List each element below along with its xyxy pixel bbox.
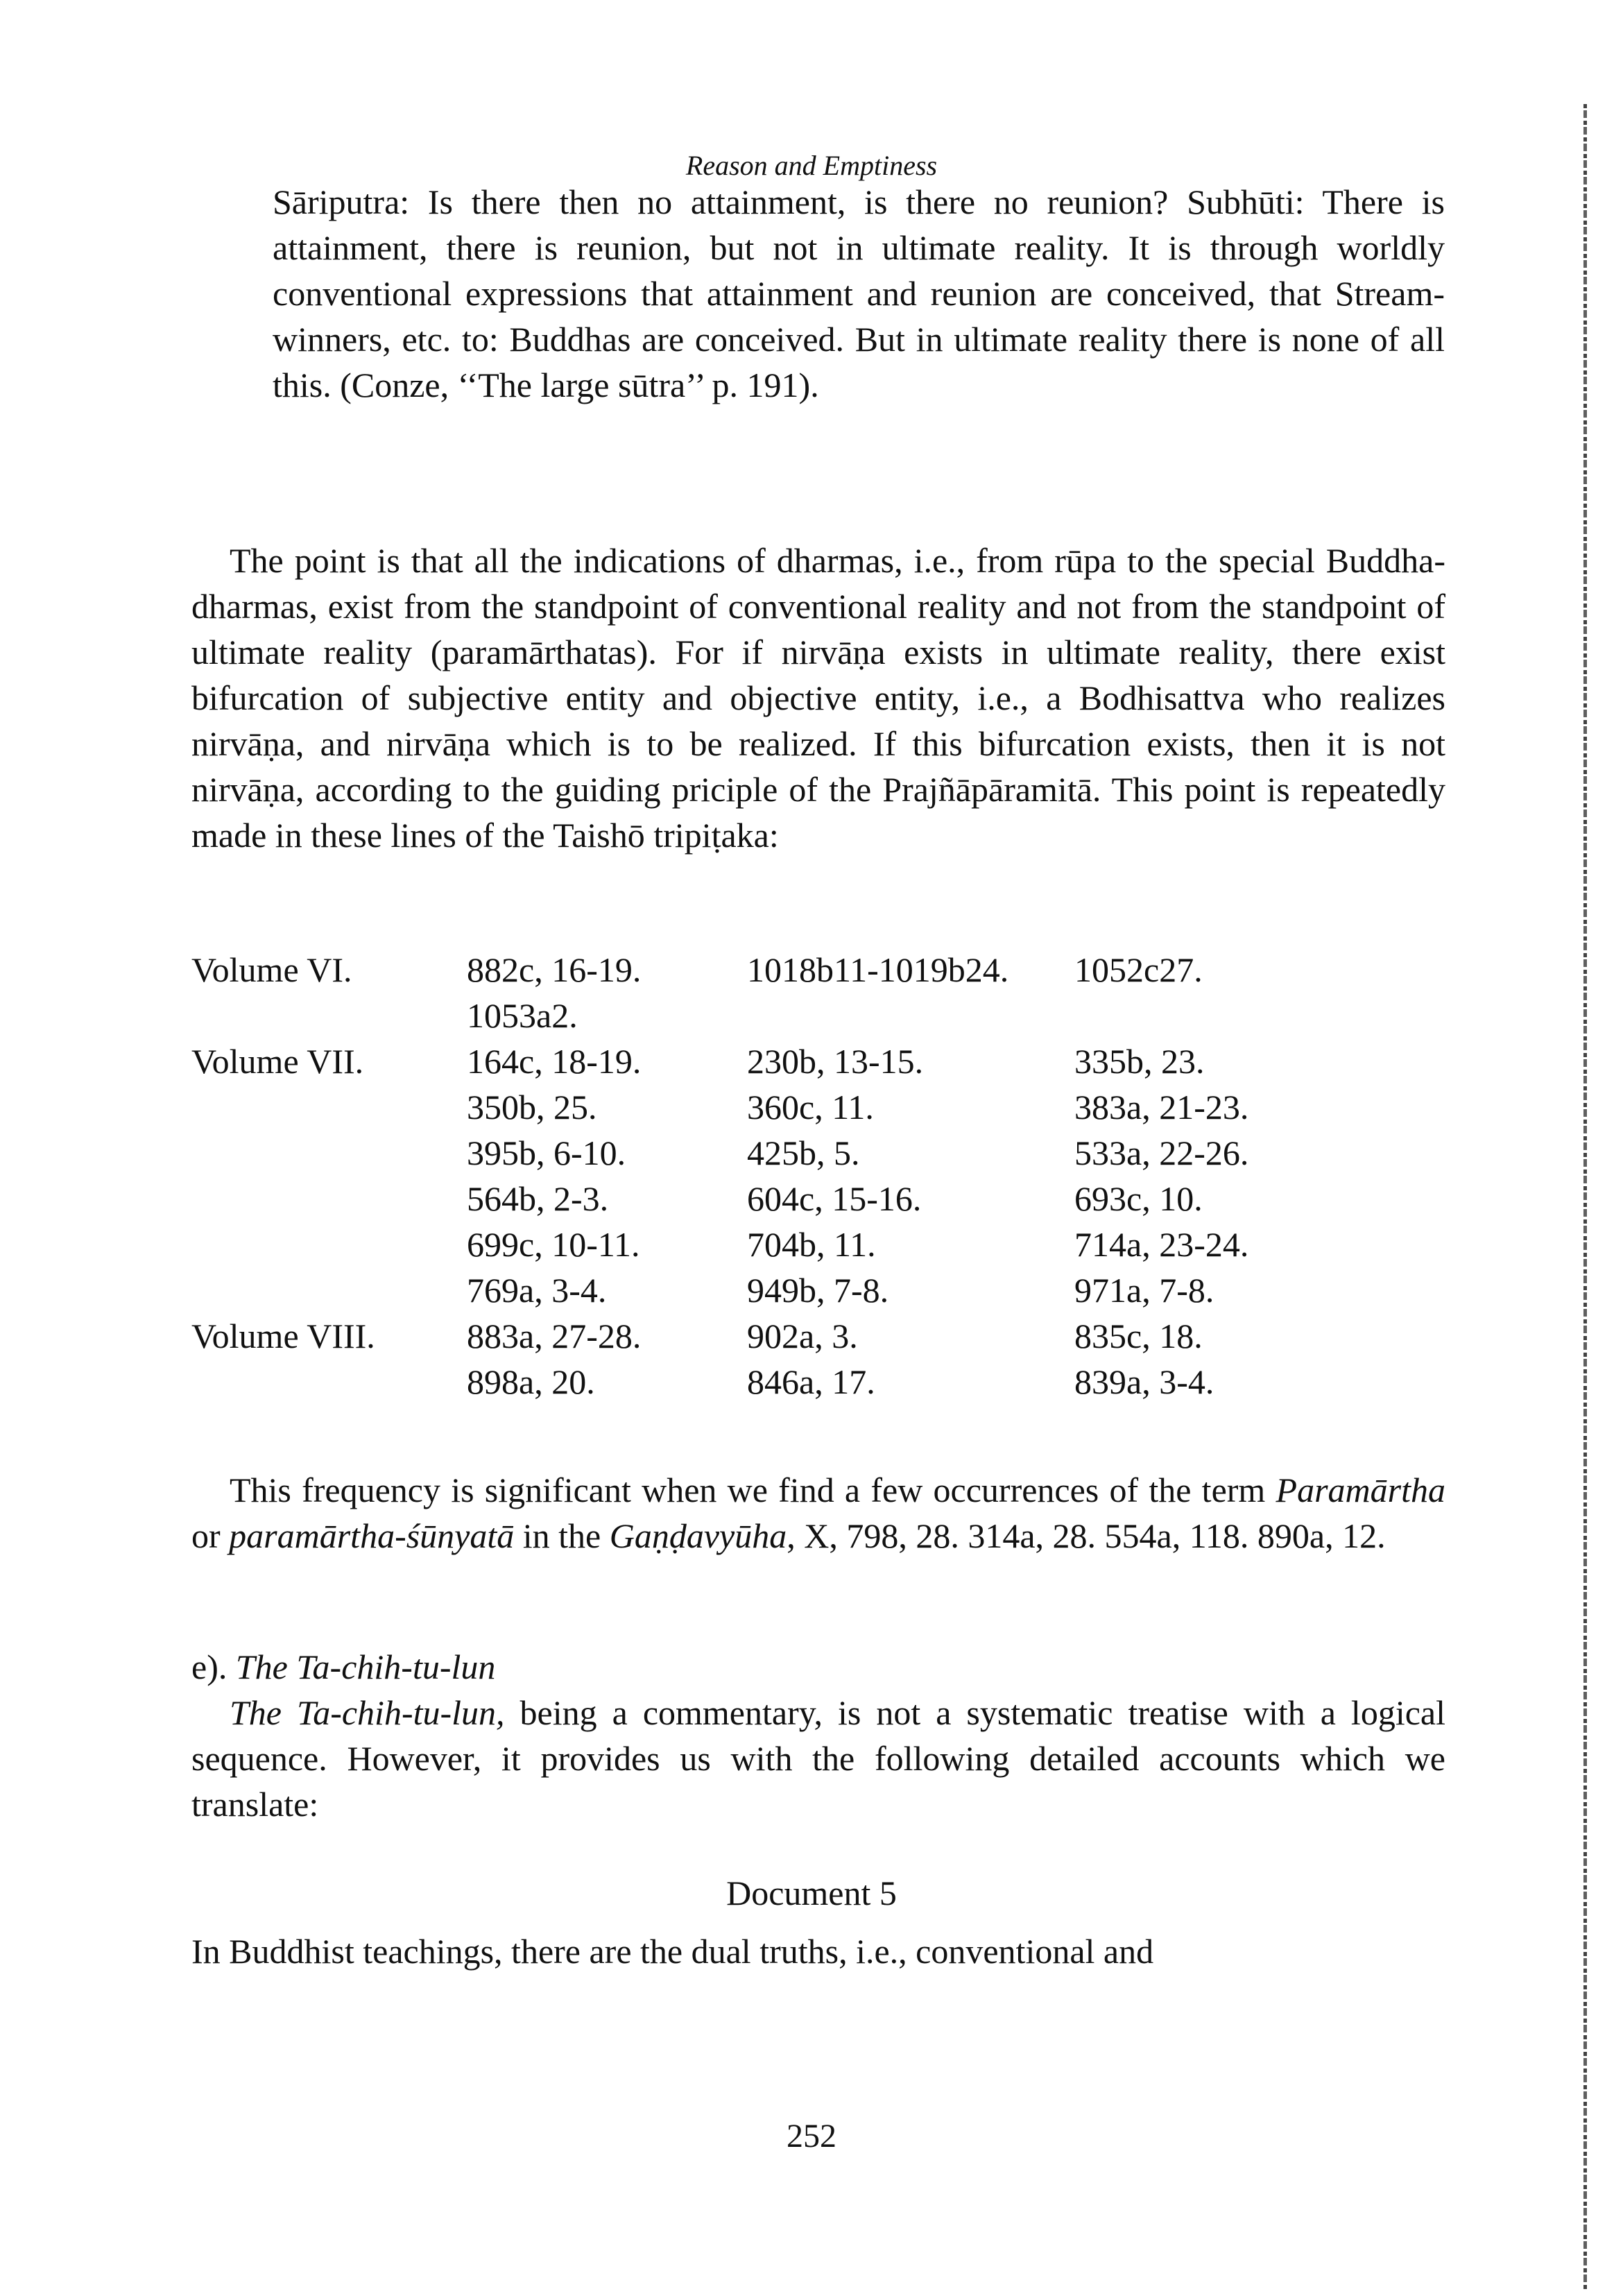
volume-label: [191, 993, 467, 1038]
table-row: [191, 1176, 1366, 1222]
reference-cell: 1053a2.: [467, 996, 578, 1035]
reference-cell: 839a, 3-4.: [1074, 1362, 1214, 1401]
reference-cell: 971a, 7-8.: [1074, 1271, 1214, 1310]
term-paramartha: Paramārtha: [1276, 1471, 1445, 1509]
running-head: Reason and Emptiness: [685, 150, 938, 181]
reference-cell: 604c, 15-16.: [747, 1179, 922, 1218]
table-row: [191, 1038, 1366, 1084]
table-row: [191, 1130, 1366, 1176]
table-row: [191, 947, 1366, 993]
volume-label: [191, 1222, 467, 1267]
paragraph: [191, 1467, 1445, 1559]
reference-cell: 898a, 20.: [467, 1362, 595, 1401]
table-row: [191, 1222, 1366, 1267]
volume-label: [191, 1130, 467, 1176]
table-row: [191, 1084, 1366, 1130]
work-title: The Ta-chih-tu-lun,: [230, 1693, 505, 1732]
section-heading: [191, 1644, 1445, 1690]
volume-label: [191, 1359, 467, 1405]
document-title: Document 5: [726, 1874, 897, 1912]
paragraph-text: or: [191, 1516, 230, 1555]
reference-cell: 533a, 22-26.: [1074, 1133, 1249, 1172]
reference-cell: 1052c27.: [1074, 950, 1203, 989]
term-gandavyuha: Gaṇḍavyūha: [609, 1516, 787, 1555]
scan-edge-artifact: [1583, 104, 1587, 2289]
volume-label: [191, 1267, 467, 1313]
reference-cell: 835c, 18.: [1074, 1317, 1203, 1355]
volume-label: Volume VIII.: [191, 1317, 375, 1355]
block-quote: Sāriputra: Is there then no attainment, is there no reunion? Subhūti: There is attainment, there is reunion, but not in ultimate reality. It is through worldly conventional expressions that attainment and reunion are conceived, that Stream-winners, etc. to: Buddhas are conceived. But in ultimate reality there is none of all this. (Conze, ‘‘The large sūtra’’ p. 191).: [273, 182, 1445, 404]
reference-cell: 883a, 27-28.: [467, 1317, 642, 1355]
reference-cell: 425b, 5.: [747, 1133, 860, 1172]
taisho-reference-table: [191, 947, 1366, 1405]
reference-cell: 230b, 13-15.: [747, 1042, 924, 1081]
reference-cell: 714a, 23-24.: [1074, 1225, 1249, 1264]
reference-cell: 1018b11-1019b24.: [747, 950, 1009, 989]
page-number: 252: [787, 2118, 836, 2154]
reference-cell: 564b, 2-3.: [467, 1179, 609, 1218]
paragraph-text: in the: [514, 1516, 610, 1555]
volume-label: Volume VI.: [191, 950, 352, 989]
term-paramartha-sunyata: paramārtha-śūnyatā: [229, 1516, 515, 1555]
reference-cell: 693c, 10.: [1074, 1179, 1203, 1218]
reference-cell: 164c, 18-19.: [467, 1042, 642, 1081]
reference-cell: 360c, 11.: [747, 1088, 874, 1126]
reference-cell: 949b, 7-8.: [747, 1271, 889, 1310]
volume-label: [191, 1176, 467, 1222]
volume-label: [191, 1084, 467, 1130]
paragraph: The point is that all the indications of dharmas, i.e., from rūpa to the special Buddha-dharmas, exist from the standpoint of conventional reality and not from the standpoint of ultimate reality (paramārthatas). For if nirvāṇa exists in ultimate reality, there exist bifurcation of subjective entity and objective entity, i.e., a Bodhisattva who realizes nirvāṇa, and nirvāṇa which is to be realized. If this bifurcation exists, then it is not nirvāṇa, according to the guiding priciple of the Prajñāpāramitā. This point is repeatedly made in these lines of the Taishō tripiṭaka:: [191, 541, 1445, 855]
reference-cell: [1074, 993, 1366, 1038]
reference-cell: 902a, 3.: [747, 1317, 858, 1355]
section-title: The Ta-chih-tu-lun: [235, 1647, 496, 1686]
table-row: [191, 1267, 1366, 1313]
volume-label: Volume VII.: [191, 1042, 364, 1081]
section-label: e).: [191, 1647, 236, 1686]
paragraph: In Buddhist teachings, there are the dual truths, i.e., conventional and: [191, 1932, 1154, 1971]
paragraph: [191, 1690, 1445, 1827]
reference-cell: 395b, 6-10.: [467, 1133, 626, 1172]
reference-cell: 704b, 11.: [747, 1225, 876, 1264]
reference-cell: 383a, 21-23.: [1074, 1088, 1249, 1126]
reference-cell: 846a, 17.: [747, 1362, 875, 1401]
paragraph-text: This frequency is significant when we find a few occurrences of the term: [230, 1471, 1276, 1509]
reference-cell: 769a, 3-4.: [467, 1271, 607, 1310]
reference-cell: 350b, 25.: [467, 1088, 597, 1126]
table-row: [191, 1313, 1366, 1359]
reference-cell: 882c, 16-19.: [467, 950, 642, 989]
reference-cell: [747, 993, 1074, 1038]
paragraph-text: , X, 798, 28. 314a, 28. 554a, 118. 890a, 12.: [787, 1516, 1386, 1555]
reference-cell: 335b, 23.: [1074, 1042, 1205, 1081]
paragraph-text: being a commentary, is not a systematic treatise with a logical sequence. However, it provides us with the following detailed accounts which we translate:: [191, 1693, 1445, 1824]
table-row: [191, 993, 1366, 1038]
table-row: [191, 1359, 1366, 1405]
reference-cell: 699c, 10-11.: [467, 1225, 640, 1264]
